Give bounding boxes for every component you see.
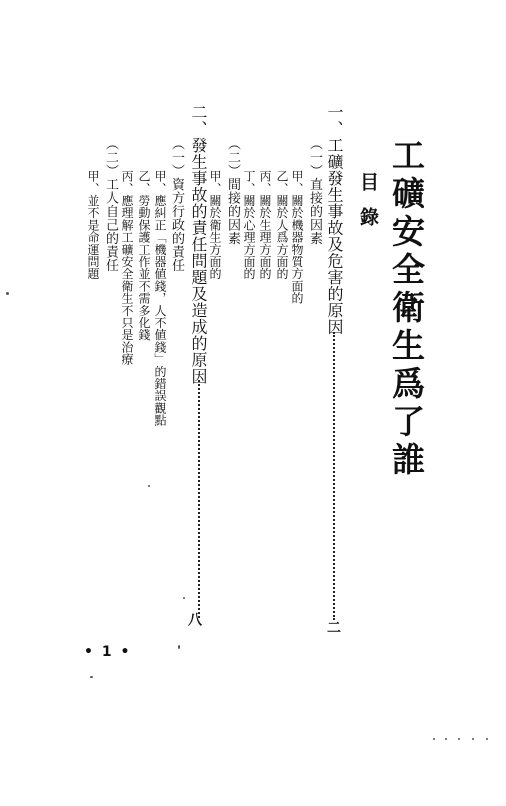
section-1-sub-1-heading: （一）直接的因素: [307, 137, 322, 245]
section-1-sub-2-item-1: 甲、關於衛生方面的: [208, 170, 222, 280]
scan-speck: [6, 292, 9, 295]
book-title: 工礦安全衛生爲了誰: [387, 138, 426, 480]
section-1-sub-1-item-2: 乙、關於人爲方面的: [275, 170, 289, 280]
section-2-page-number: 八: [186, 612, 202, 627]
section-1-sub-2-heading: （二）間接的因素: [225, 137, 240, 245]
scan-speck: [458, 738, 460, 740]
section-2-heading: 二、發生事故的責任問題及造成的原因: [189, 104, 208, 385]
scan-speck: [148, 485, 150, 487]
section-2-sub-1-item-3: 丙、應理解工礦安全衛生不只是治療: [120, 170, 134, 366]
section-2-sub-2-item-1: 甲、並不是命運問題: [86, 170, 100, 280]
scan-speck: [183, 597, 185, 599]
section-2-sub-1-item-2: 乙、勞動保護工作並不需多化錢: [137, 170, 151, 341]
scan-speck: [445, 738, 447, 740]
section-2-sub-2-heading: （二）工人自己的責任: [103, 137, 118, 272]
section-2-sub-1-item-1: 甲、應糾正「機器値錢，人不値錢」的錯誤觀點: [153, 170, 167, 427]
scan-speck: [178, 645, 180, 649]
section-1-sub-1-item-3: 丙、關於生理方面的: [258, 170, 272, 280]
scan-speck: [433, 738, 435, 740]
section-2-sub-1-heading: （一）資方行政的責任: [169, 137, 184, 272]
section-1-sub-1-item-1: 甲、關於機器物質方面的: [290, 170, 304, 305]
scan-speck: [90, 676, 93, 678]
contents-heading: 目錄: [357, 172, 379, 242]
section-1-heading: 一、工礦發生事故及危害的原因: [325, 104, 344, 335]
section-2-leader-dots: [198, 380, 200, 618]
section-1-sub-1-item-4: 丁、關於心理方面的: [242, 170, 256, 280]
section-1-leader-dots: [333, 332, 335, 620]
scan-speck: [472, 738, 474, 740]
page-footer-number: • 1 •: [84, 644, 132, 660]
section-1-page-number: 二: [325, 620, 341, 635]
scan-speck: [486, 738, 488, 740]
